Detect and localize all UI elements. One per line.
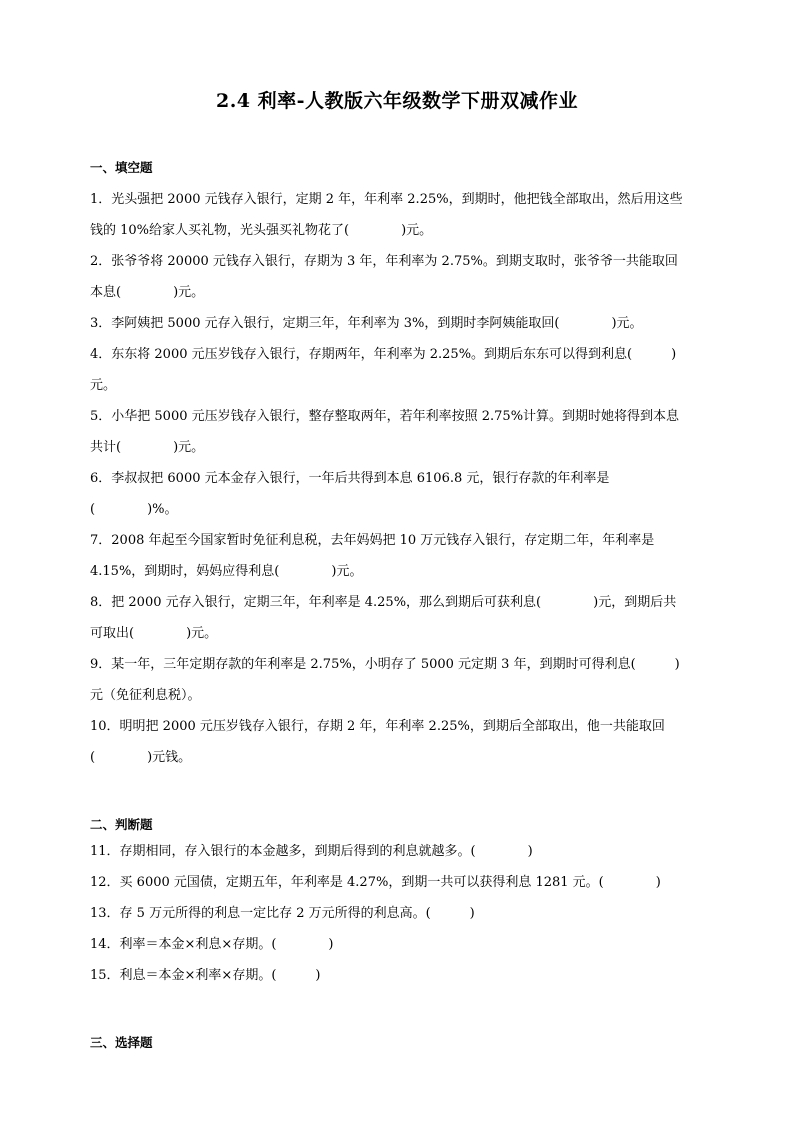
question-line: 本息( )元。 — [90, 285, 205, 300]
question-list — [90, 184, 702, 773]
question-line: 14．利率＝本金×利息×存期。( ) — [90, 937, 334, 952]
question-7 — [90, 525, 702, 587]
question-line: 11．存期相同，存入银行的本金越多，到期后得到的利息就越多。( ) — [90, 844, 533, 859]
question-line: 7．2008 年起至今国家暂时免征利息税，去年妈妈把 10 万元钱存入银行，存定期二年，年利率是 — [90, 533, 655, 548]
question-8 — [90, 587, 702, 649]
question-1 — [90, 184, 702, 246]
section-heading: 二、判断题 — [90, 817, 153, 832]
section-true-false — [90, 815, 702, 991]
question-line: 15．利息＝本金×利率×存期。( ) — [90, 968, 321, 983]
question-line: 9．某一年，三年定期存款的年利率是 2.75%，小明存了 5000 元定期 3 年，到期时可得利息( ) — [90, 657, 680, 672]
question-2 — [90, 246, 702, 308]
question-line: 10．明明把 2000 元压岁钱存入银行，存期 2 年，年利率 2.25%，到期后全部取出，他一共能取回 — [90, 719, 665, 734]
question-line: ( )元钱。 — [90, 750, 192, 765]
question-9 — [90, 649, 702, 711]
question-13 — [90, 898, 702, 929]
question-line: 4.15%，到期时，妈妈应得利息( )元。 — [90, 564, 363, 579]
question-14 — [90, 929, 702, 960]
question-line: ( )%。 — [90, 502, 178, 517]
question-line: 4．东东将 2000 元压岁钱存入银行，存期两年，年利率为 2.25%。到期后东东可以得到利息( ) — [90, 347, 677, 362]
question-3 — [90, 308, 702, 339]
question-line: 钱的 10%给家人买礼物，光头强买礼物花了( )元。 — [90, 223, 433, 238]
question-15 — [90, 960, 702, 991]
section-multiple-choice — [90, 1033, 702, 1053]
question-line: 共计( )元。 — [90, 440, 205, 455]
question-line: 6．李叔叔把 6000 元本金存入银行，一年后共得到本息 6106.8 元，银行存款的年利率是 — [90, 471, 610, 486]
question-line: 13．存 5 万元所得的利息一定比存 2 万元所得的利息高。( ) — [90, 906, 475, 921]
question-6 — [90, 463, 702, 525]
question-line: 可取出( )元。 — [90, 626, 218, 641]
question-12 — [90, 867, 702, 898]
question-line: 3．李阿姨把 5000 元存入银行，定期三年，年利率为 3%，到期时李阿姨能取回( )元。 — [90, 316, 643, 331]
section-heading: 三、选择题 — [90, 1035, 153, 1050]
question-line: 2．张爷爷将 20000 元钱存入银行，存期为 3 年，年利率为 2.75%。到期支取时，张爷爷一共能取回 — [90, 254, 678, 269]
question-11 — [90, 836, 702, 867]
question-5 — [90, 401, 702, 463]
section-heading: 一、填空题 — [90, 160, 153, 175]
question-10 — [90, 711, 702, 773]
question-line: 元。 — [90, 378, 117, 393]
question-list — [90, 836, 702, 991]
question-line: 5．小华把 5000 元压岁钱存入银行，整存整取两年，若年利率按照 2.75%计算。到期时她将得到本息 — [90, 409, 680, 424]
question-line: 元（免征利息税）。 — [90, 688, 201, 703]
page-title: 2.4 利率-人教版六年级数学下册双减作业 — [215, 90, 579, 112]
question-4 — [90, 339, 702, 401]
question-line: 8．把 2000 元存入银行，定期三年，年利率是 4.25%，那么到期后可获利息( )元，到期后共 — [90, 595, 677, 610]
section-fill-in-blank — [90, 158, 702, 773]
question-line: 1．光头强把 2000 元钱存入银行，定期 2 年，年利率 2.25%，到期时，他把钱全部取出，然后用这些 — [90, 192, 683, 207]
question-line: 12．买 6000 元国债，定期五年，年利率是 4.27%，到期一共可以获得利息 1281 元。( ) — [90, 875, 661, 890]
